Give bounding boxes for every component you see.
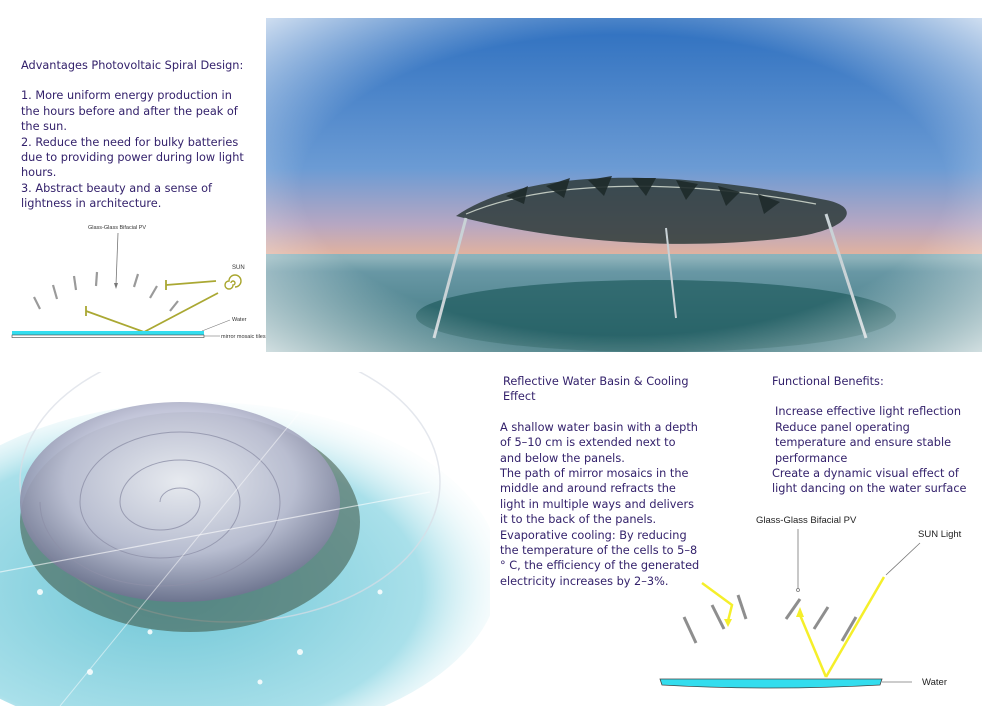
reflective-paragraph-3: Evaporative cooling: By reducing the temperature of the cells to 5–8 ° C, the efficiency of the generated electricity increases by 2–3%. [500, 528, 700, 588]
left-sun-label: SUN [232, 265, 245, 271]
reflective-paragraph-2: The path of mirror mosaics in the middle and around refracts the light in multiple ways and delivers it to the back of the panels. [500, 467, 694, 527]
right-panel [712, 605, 724, 629]
left-ray [86, 311, 144, 332]
right-water-label: Water [922, 677, 947, 688]
advantage-item-2: 2. Reduce the need for bulky batteries due to providing power during low light hours. [21, 135, 244, 180]
right-panel [814, 607, 828, 629]
right-sun-label: SUN Light [918, 529, 962, 540]
left-pv-label: Glass-Glass Bifacial PV [88, 225, 147, 231]
right-light-diagram [650, 505, 990, 705]
functional-block [772, 374, 977, 497]
left-light-diagram [0, 215, 268, 345]
functional-heading: Functional Benefits: [772, 375, 884, 388]
left-pv-pointer-arrow [114, 283, 118, 289]
right-panel [684, 617, 696, 643]
functional-item-1: Increase effective light reflection [775, 405, 961, 419]
reflective-paragraph-1: A shallow water basin with a depth of 5–10 cm is extended next to and below the panels. [500, 420, 698, 465]
left-ray [166, 281, 216, 285]
functional-item-3: Create a dynamic visual effect of light dancing on the water surface [772, 467, 967, 496]
reflective-heading: Reflective Water Basin & Cooling Effect [503, 375, 689, 404]
left-water-surface [12, 331, 204, 335]
left-panel [96, 272, 97, 286]
left-panel [134, 274, 138, 287]
functional-item-2: Reduce panel operating temperature and ensure stable performance [775, 420, 952, 465]
right-ray-reflected-arrowhead [796, 607, 804, 617]
advantages-heading: Advantages Photovoltaic Spiral Design: [21, 59, 244, 72]
spiral-dome-render-image [0, 372, 490, 706]
left-water-label: Water [232, 317, 247, 323]
left-pv-pointer [116, 233, 118, 285]
advantage-item-3: 3. Abstract beauty and a sense of lightness in architecture. [21, 181, 212, 211]
left-panel [74, 276, 76, 290]
left-panel [150, 286, 157, 298]
sun-spiral-icon [225, 275, 241, 289]
right-panel [738, 595, 746, 619]
left-panel [53, 285, 57, 299]
left-mirror-tiles [12, 335, 204, 338]
left-panel [34, 297, 40, 309]
right-sun-pointer [886, 543, 920, 575]
right-ray-arrowhead [724, 619, 732, 627]
left-water-pointer [202, 320, 230, 331]
right-pv-label: Glass-Glass Bifacial PV [756, 515, 857, 526]
advantages-block [21, 58, 253, 212]
left-panel [170, 301, 178, 311]
left-tiles-label: mirror mosaic tiles [221, 334, 266, 340]
advantage-item-1: 1. More uniform energy production in the hours before and after the peak of the sun. [21, 89, 238, 134]
canopy-render-image [266, 18, 982, 352]
right-ray-incoming [826, 577, 884, 677]
right-ray-reflected [800, 615, 826, 677]
right-water-basin [660, 679, 882, 688]
left-ray [144, 293, 218, 332]
